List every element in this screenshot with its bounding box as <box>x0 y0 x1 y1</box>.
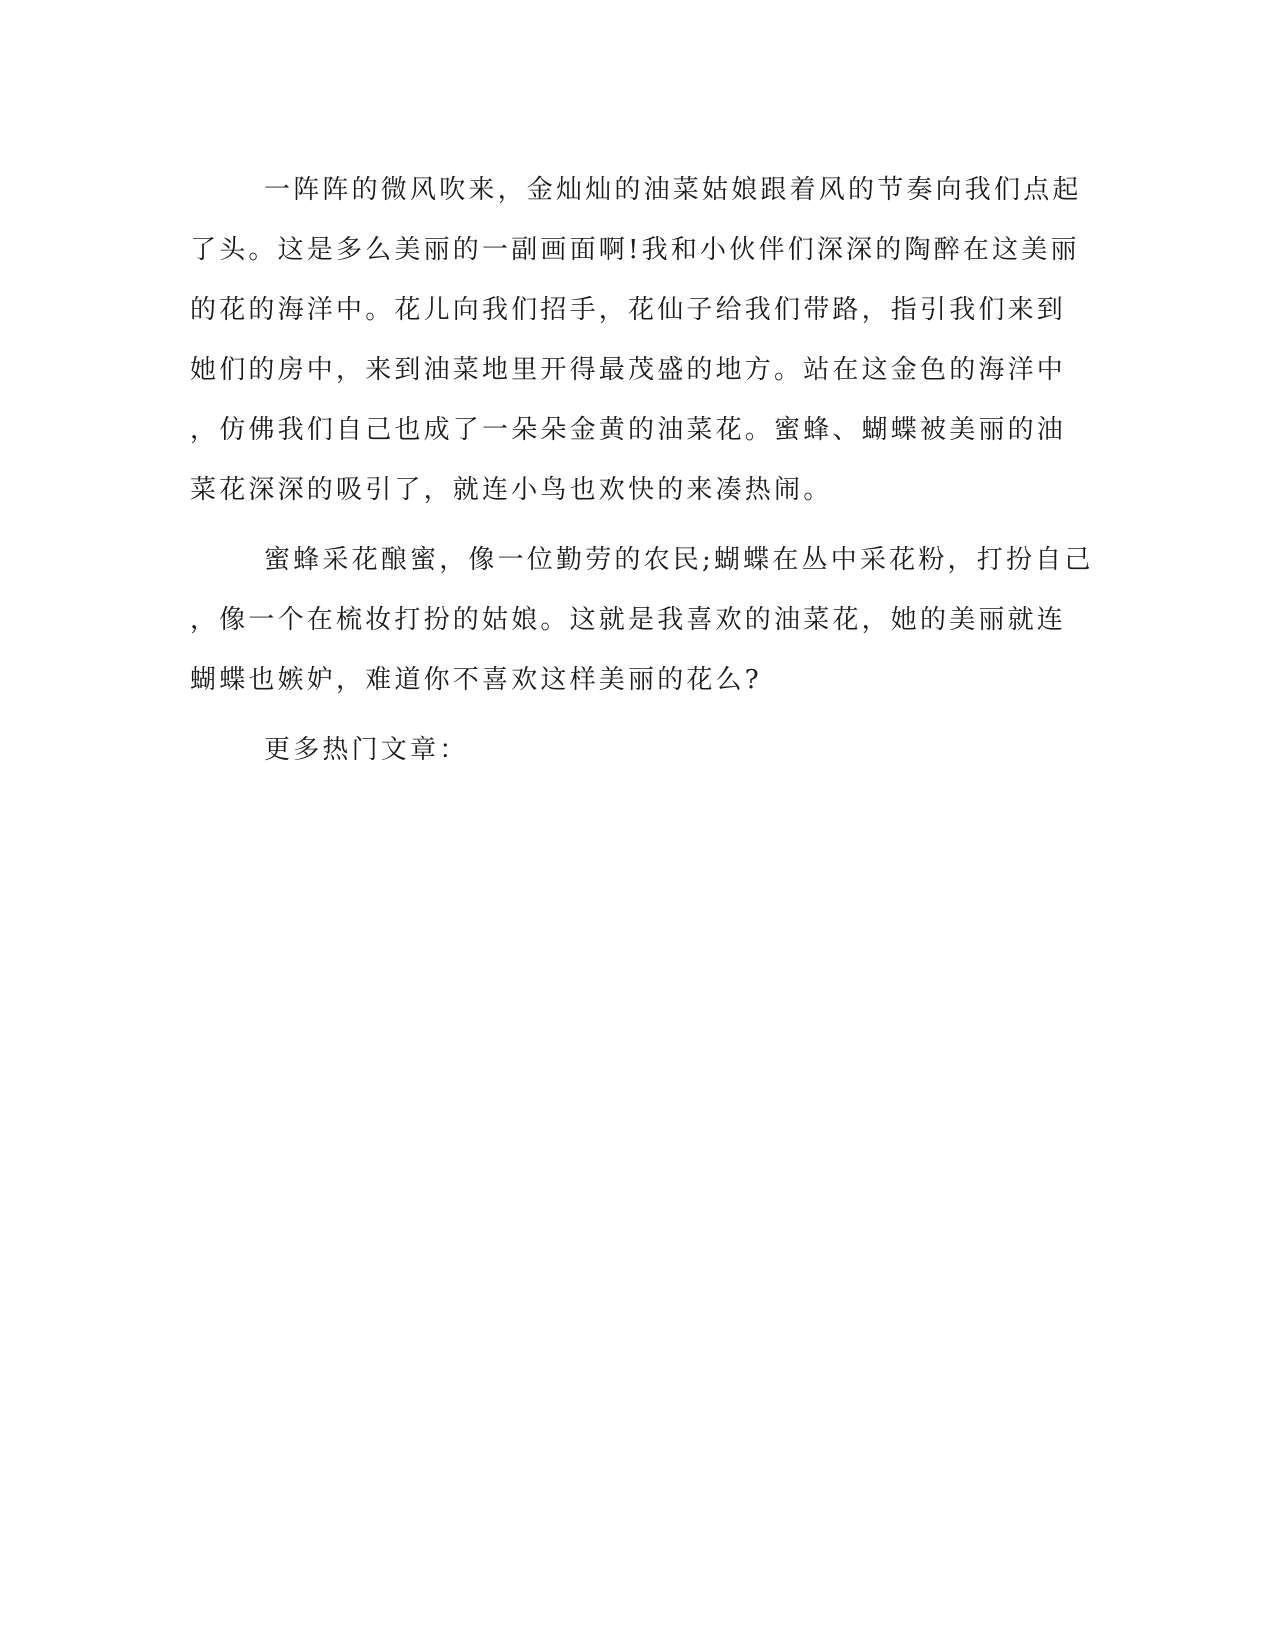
paragraph-2-line-2: ，像一个在梳妆打扮的姑娘。这就是我喜欢的油菜花，她的美丽就连 <box>190 605 1067 635</box>
paragraph-1-line-3: 的花的海洋中。花儿向我们招手，花仙子给我们带路，指引我们来到 <box>190 295 1067 325</box>
paragraph-1-line-5: ，仿佛我们自己也成了一朵朵金黄的油菜花。蜜蜂、蝴蝶被美丽的油 <box>190 415 1067 445</box>
paragraph-2-line-1: 蜜蜂采花酿蜜，像一位勤劳的农民;蝴蝶在丛中采花粉，打扮自己 <box>264 545 1094 575</box>
paragraph-2-line-3: 蝴蝶也嫉妒，难道你不喜欢这样美丽的花么? <box>190 665 762 695</box>
paragraph-1-line-1: 一阵阵的微风吹来，金灿灿的油菜姑娘跟着风的节奏向我们点起 <box>264 175 1082 205</box>
paragraph-1-line-2: 了头。这是多么美丽的一副画面啊!我和小伙伴们深深的陶醉在这美丽 <box>190 235 1080 265</box>
more-articles-heading: 更多热门文章： <box>264 735 469 765</box>
paragraph-1-line-4: 她们的房中，来到油菜地里开得最茂盛的地方。站在这金色的海洋中 <box>190 355 1067 385</box>
paragraph-1-line-6: 菜花深深的吸引了，就连小鸟也欢快的来凑热闹。 <box>190 475 833 505</box>
